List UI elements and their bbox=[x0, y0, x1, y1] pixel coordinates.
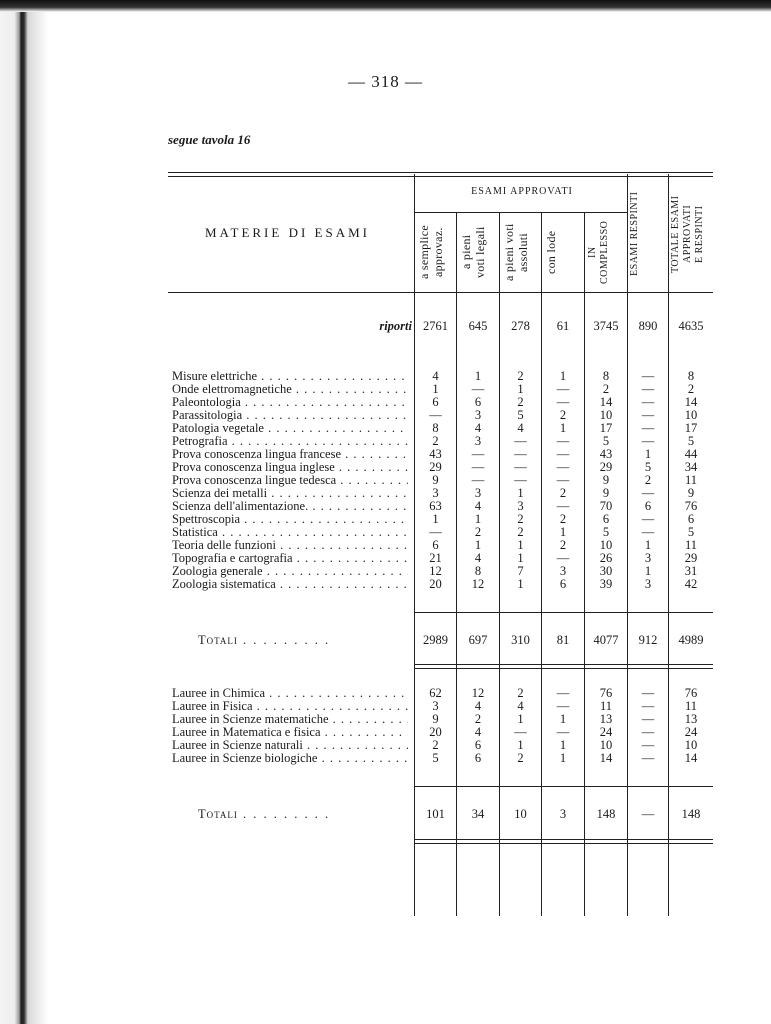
cell: — bbox=[641, 408, 655, 422]
column-header-pieni-legali: a pieni voti legali bbox=[459, 226, 487, 278]
cell: 5 bbox=[687, 434, 695, 448]
table-row bbox=[0, 435, 771, 448]
cell: 1 bbox=[559, 421, 567, 435]
cell: 1 bbox=[517, 577, 524, 591]
table-row bbox=[0, 409, 771, 422]
cell: 1 bbox=[517, 382, 524, 396]
cell: 1 bbox=[559, 751, 567, 765]
cell: 1 bbox=[517, 486, 524, 500]
table-row bbox=[0, 422, 771, 435]
table-row bbox=[0, 513, 771, 526]
row-label: Topografia e cartografia . . . bbox=[172, 552, 408, 565]
cell: 4 bbox=[432, 369, 439, 383]
cell: 11 bbox=[684, 699, 698, 713]
cell: 9 bbox=[432, 712, 439, 726]
row-label: Prova conoscenza lingue tedesca . . . bbox=[172, 474, 408, 487]
cell: 1 bbox=[432, 382, 439, 396]
cell: — bbox=[641, 369, 655, 383]
table-row bbox=[0, 448, 771, 461]
table-row bbox=[0, 526, 771, 539]
cell: — bbox=[556, 382, 570, 396]
cell: 43 bbox=[429, 447, 442, 461]
cell: 1 bbox=[432, 512, 439, 526]
cell: — bbox=[641, 421, 655, 435]
cell: — bbox=[641, 486, 655, 500]
cell: 148 bbox=[596, 807, 616, 821]
cell: 10 bbox=[684, 408, 698, 422]
row-label: Spettroscopia . . . bbox=[172, 513, 408, 526]
cell: 4989 bbox=[678, 633, 704, 647]
table-top-rule bbox=[168, 172, 713, 173]
cell: 890 bbox=[638, 319, 658, 333]
cell: — bbox=[556, 447, 570, 461]
table-row bbox=[0, 578, 771, 591]
cell: 62 bbox=[429, 686, 442, 700]
page-number: — 318 — bbox=[348, 72, 423, 91]
cell: 14 bbox=[599, 751, 613, 765]
cell: 1 bbox=[517, 738, 524, 752]
cell: 2 bbox=[432, 434, 439, 448]
cell: 4 bbox=[474, 699, 482, 713]
cell: 1 bbox=[559, 738, 567, 752]
cell: 3 bbox=[474, 408, 482, 422]
table-row bbox=[0, 461, 771, 474]
column-header-pieni-assoluti: a pieni voti assoluti bbox=[502, 223, 530, 281]
cell: — bbox=[429, 408, 442, 422]
cell: 2 bbox=[432, 738, 439, 752]
cell: 5 bbox=[517, 408, 524, 422]
row-label: Patologia vegetale . . . bbox=[172, 422, 408, 435]
cell: — bbox=[641, 751, 655, 765]
cell: 39 bbox=[599, 577, 613, 591]
table-row bbox=[0, 700, 771, 713]
cell: 12 bbox=[471, 577, 485, 591]
row-label: Zoologia sistematica . . . bbox=[172, 578, 408, 591]
cell: 5 bbox=[432, 751, 439, 765]
cell: 8 bbox=[474, 564, 482, 578]
table-row bbox=[0, 383, 771, 396]
table-row bbox=[0, 739, 771, 752]
cell: 70 bbox=[599, 499, 613, 513]
cell: 8 bbox=[602, 369, 610, 383]
cell: 76 bbox=[684, 499, 698, 513]
cell: 13 bbox=[684, 712, 698, 726]
cell: 11 bbox=[684, 538, 698, 552]
cell: 1 bbox=[474, 538, 482, 552]
column-header-con-lode: con lode bbox=[544, 230, 558, 274]
row-label: Misure elettriche . . . bbox=[172, 370, 408, 383]
cell: — bbox=[641, 434, 655, 448]
cell: 2 bbox=[644, 473, 652, 487]
cell: 81 bbox=[556, 633, 570, 647]
cell: 29 bbox=[599, 460, 613, 474]
cell: — bbox=[556, 434, 570, 448]
table-row bbox=[0, 474, 771, 487]
riporti-label: riporti bbox=[379, 319, 412, 333]
cell: 2 bbox=[517, 395, 524, 409]
cell: 34 bbox=[471, 807, 485, 821]
row-label: Lauree in Fisica . . . bbox=[172, 700, 408, 713]
cell: 310 bbox=[511, 633, 530, 647]
cell: — bbox=[641, 686, 655, 700]
cell: 148 bbox=[681, 807, 701, 821]
cell: — bbox=[641, 382, 655, 396]
row-label: Lauree in Scienze biologiche . . . bbox=[172, 752, 408, 765]
cell: 17 bbox=[684, 421, 698, 435]
cell: 1 bbox=[517, 551, 524, 565]
cell: 1 bbox=[474, 369, 482, 383]
cell: 6 bbox=[644, 499, 652, 513]
group-header-rule bbox=[414, 212, 628, 213]
table-row bbox=[0, 713, 771, 726]
cell: — bbox=[641, 725, 655, 739]
cell: 3 bbox=[644, 577, 652, 591]
row-label: Lauree in Scienze matematiche . . . bbox=[172, 713, 408, 726]
cell: 6 bbox=[687, 512, 695, 526]
total-label: Totali . . . bbox=[198, 808, 330, 821]
cell: 4 bbox=[517, 699, 524, 713]
cell: 14 bbox=[599, 395, 613, 409]
cell: 63 bbox=[429, 499, 442, 513]
cell: 20 bbox=[429, 725, 442, 739]
cell: 8 bbox=[687, 369, 695, 383]
cell: 5 bbox=[602, 525, 610, 539]
cell: 6 bbox=[432, 395, 439, 409]
cell: 3 bbox=[559, 564, 567, 578]
cell: 17 bbox=[599, 421, 613, 435]
cell: 44 bbox=[684, 447, 698, 461]
cell: 2 bbox=[687, 382, 695, 396]
cell: 4 bbox=[474, 551, 482, 565]
cell: — bbox=[514, 447, 527, 461]
cell: — bbox=[429, 525, 442, 539]
cell: 21 bbox=[429, 551, 442, 565]
cell: 2 bbox=[559, 512, 567, 526]
cell: 10 bbox=[599, 738, 613, 752]
materie-column-header: MATERIE DI ESAMI bbox=[205, 225, 370, 240]
row-label: Prova conoscenza lingua inglese . . . bbox=[172, 461, 408, 474]
cell: — bbox=[556, 395, 570, 409]
cell: 1 bbox=[644, 538, 652, 552]
cell: 2 bbox=[559, 486, 567, 500]
row-label: Zoologia generale . . . bbox=[172, 565, 408, 578]
cell: — bbox=[556, 460, 570, 474]
cell: 3745 bbox=[593, 319, 619, 333]
cell: 6 bbox=[474, 395, 482, 409]
row-label: Lauree in Chimica . . . bbox=[172, 687, 408, 700]
riporti-row bbox=[0, 320, 771, 333]
cell: 10 bbox=[599, 408, 613, 422]
cell: 9 bbox=[602, 486, 610, 500]
cell: 3 bbox=[432, 699, 439, 713]
cell: 6 bbox=[602, 512, 610, 526]
cell: 6 bbox=[474, 751, 482, 765]
cell: — bbox=[641, 712, 655, 726]
cell: 697 bbox=[468, 633, 488, 647]
table-continuation-note: segue tavola 16 bbox=[168, 132, 251, 147]
cell: 31 bbox=[684, 564, 698, 578]
cell: — bbox=[556, 699, 570, 713]
cell: 3 bbox=[644, 551, 652, 565]
cell: 13 bbox=[599, 712, 613, 726]
cell: 2989 bbox=[423, 633, 448, 647]
cell: 1 bbox=[517, 538, 524, 552]
cell: 2 bbox=[517, 686, 524, 700]
cell: 4 bbox=[474, 499, 482, 513]
section1-total-row bbox=[0, 634, 771, 647]
cell: 29 bbox=[684, 551, 698, 565]
cell: 6 bbox=[432, 538, 439, 552]
cell: 3 bbox=[432, 486, 439, 500]
total-label: Totali . . . bbox=[198, 634, 330, 647]
cell: — bbox=[514, 434, 527, 448]
row-label: Lauree in Scienze naturali . . . bbox=[172, 739, 408, 752]
cell: 76 bbox=[684, 686, 698, 700]
section2-total-row bbox=[0, 808, 771, 821]
table-top-rule-2 bbox=[168, 176, 713, 177]
cell: — bbox=[556, 499, 570, 513]
cell: 1 bbox=[517, 712, 524, 726]
cell: 3 bbox=[474, 486, 482, 500]
cell: 1 bbox=[559, 525, 567, 539]
row-label: Scienza dell'alimentazione. . . . bbox=[172, 500, 408, 513]
cell: — bbox=[471, 382, 485, 396]
cell: — bbox=[514, 725, 527, 739]
cell: — bbox=[471, 473, 485, 487]
row-label: Scienza dei metalli . . . bbox=[172, 487, 408, 500]
cell: 3 bbox=[474, 434, 482, 448]
cell: — bbox=[641, 807, 655, 821]
cell: 1 bbox=[644, 447, 652, 461]
row-label: Petrografia . . . bbox=[172, 435, 408, 448]
cell: 12 bbox=[429, 564, 442, 578]
cell: 14 bbox=[684, 395, 698, 409]
cell: 42 bbox=[684, 577, 698, 591]
cell: — bbox=[641, 525, 655, 539]
cell: — bbox=[556, 725, 570, 739]
cell: 20 bbox=[429, 577, 442, 591]
cell: 2761 bbox=[423, 319, 448, 333]
cell: 76 bbox=[599, 686, 613, 700]
esami-approvati-group-header: ESAMI APPROVATI bbox=[471, 186, 573, 197]
cell: 912 bbox=[638, 633, 658, 647]
cell: 9 bbox=[602, 473, 610, 487]
cell: — bbox=[556, 686, 570, 700]
table-row bbox=[0, 565, 771, 578]
column-header-totale: TOTALE ESAMI APPROVATI E RESPINTI bbox=[670, 195, 705, 273]
cell: — bbox=[471, 460, 485, 474]
row-label: Parassitologia . . . bbox=[172, 409, 408, 422]
table-row bbox=[0, 552, 771, 565]
cell: 2 bbox=[559, 408, 567, 422]
cell: 4 bbox=[517, 421, 524, 435]
scan-top-edge bbox=[0, 0, 771, 12]
cell: 1 bbox=[559, 369, 567, 383]
cell: 5 bbox=[602, 434, 610, 448]
cell: 2 bbox=[517, 751, 524, 765]
cell: 10 bbox=[514, 807, 527, 821]
cell: 101 bbox=[426, 807, 445, 821]
table-row bbox=[0, 726, 771, 739]
table-row bbox=[0, 487, 771, 500]
cell: 24 bbox=[599, 725, 613, 739]
cell: 9 bbox=[432, 473, 439, 487]
cell: 645 bbox=[468, 319, 488, 333]
cell: 26 bbox=[599, 551, 613, 565]
column-header-esami-respinti: ESAMI RESPINTI bbox=[629, 191, 640, 277]
cell: — bbox=[641, 395, 655, 409]
row-label: Statistica . . . bbox=[172, 526, 408, 539]
cell: 4077 bbox=[593, 633, 619, 647]
cell: — bbox=[641, 738, 655, 752]
cell: 3 bbox=[559, 807, 567, 821]
cell: 8 bbox=[432, 421, 439, 435]
cell: 4 bbox=[474, 421, 482, 435]
cell: 2 bbox=[517, 512, 524, 526]
cell: — bbox=[556, 551, 570, 565]
column-header-in-complesso: IN COMPLESSO bbox=[587, 220, 610, 284]
cell: — bbox=[556, 473, 570, 487]
cell: 1 bbox=[644, 564, 652, 578]
cell: 24 bbox=[684, 725, 698, 739]
cell: 2 bbox=[474, 712, 482, 726]
cell: 12 bbox=[471, 686, 485, 700]
cell: 2 bbox=[517, 525, 524, 539]
cell: 61 bbox=[556, 319, 570, 333]
cell: 2 bbox=[559, 538, 567, 552]
cell: 10 bbox=[684, 738, 698, 752]
cell: 5 bbox=[687, 525, 695, 539]
cell: 29 bbox=[429, 460, 442, 474]
cell: 1 bbox=[474, 512, 482, 526]
cell: 30 bbox=[599, 564, 613, 578]
cell: 7 bbox=[517, 564, 524, 578]
row-label: Lauree in Matematica e fisica . . . bbox=[172, 726, 408, 739]
cell: 5 bbox=[644, 460, 652, 474]
cell: 34 bbox=[684, 460, 698, 474]
cell: — bbox=[514, 473, 527, 487]
cell: 6 bbox=[474, 738, 482, 752]
cell: 11 bbox=[684, 473, 698, 487]
cell: — bbox=[514, 460, 527, 474]
cell: 3 bbox=[517, 499, 524, 513]
cell: 10 bbox=[599, 538, 613, 552]
table-row bbox=[0, 752, 771, 765]
cell: — bbox=[471, 447, 485, 461]
header-bottom-rule bbox=[168, 292, 713, 293]
table-row bbox=[0, 539, 771, 552]
cell: — bbox=[641, 699, 655, 713]
table-row bbox=[0, 396, 771, 409]
cell: 2 bbox=[602, 382, 610, 396]
column-header-semplice: a semplice approvaz. bbox=[417, 225, 445, 279]
cell: 11 bbox=[599, 699, 613, 713]
table-row bbox=[0, 687, 771, 700]
table-row bbox=[0, 370, 771, 383]
cell: 4635 bbox=[678, 319, 704, 333]
cell: 1 bbox=[559, 712, 567, 726]
cell: 14 bbox=[684, 751, 698, 765]
row-label: Teoria delle funzioni . . . bbox=[172, 539, 408, 552]
cell: 4 bbox=[474, 725, 482, 739]
cell: 2 bbox=[517, 369, 524, 383]
cell: 278 bbox=[511, 319, 530, 333]
cell: 6 bbox=[559, 577, 567, 591]
table-row bbox=[0, 500, 771, 513]
row-label: Paleontologia . . . bbox=[172, 396, 408, 409]
row-label: Prova conoscenza lingua francese . . . bbox=[172, 448, 408, 461]
cell: 9 bbox=[687, 486, 695, 500]
cell: 43 bbox=[599, 447, 613, 461]
cell: — bbox=[641, 512, 655, 526]
cell: 2 bbox=[474, 525, 482, 539]
row-label: Onde elettromagnetiche . . . bbox=[172, 383, 408, 396]
